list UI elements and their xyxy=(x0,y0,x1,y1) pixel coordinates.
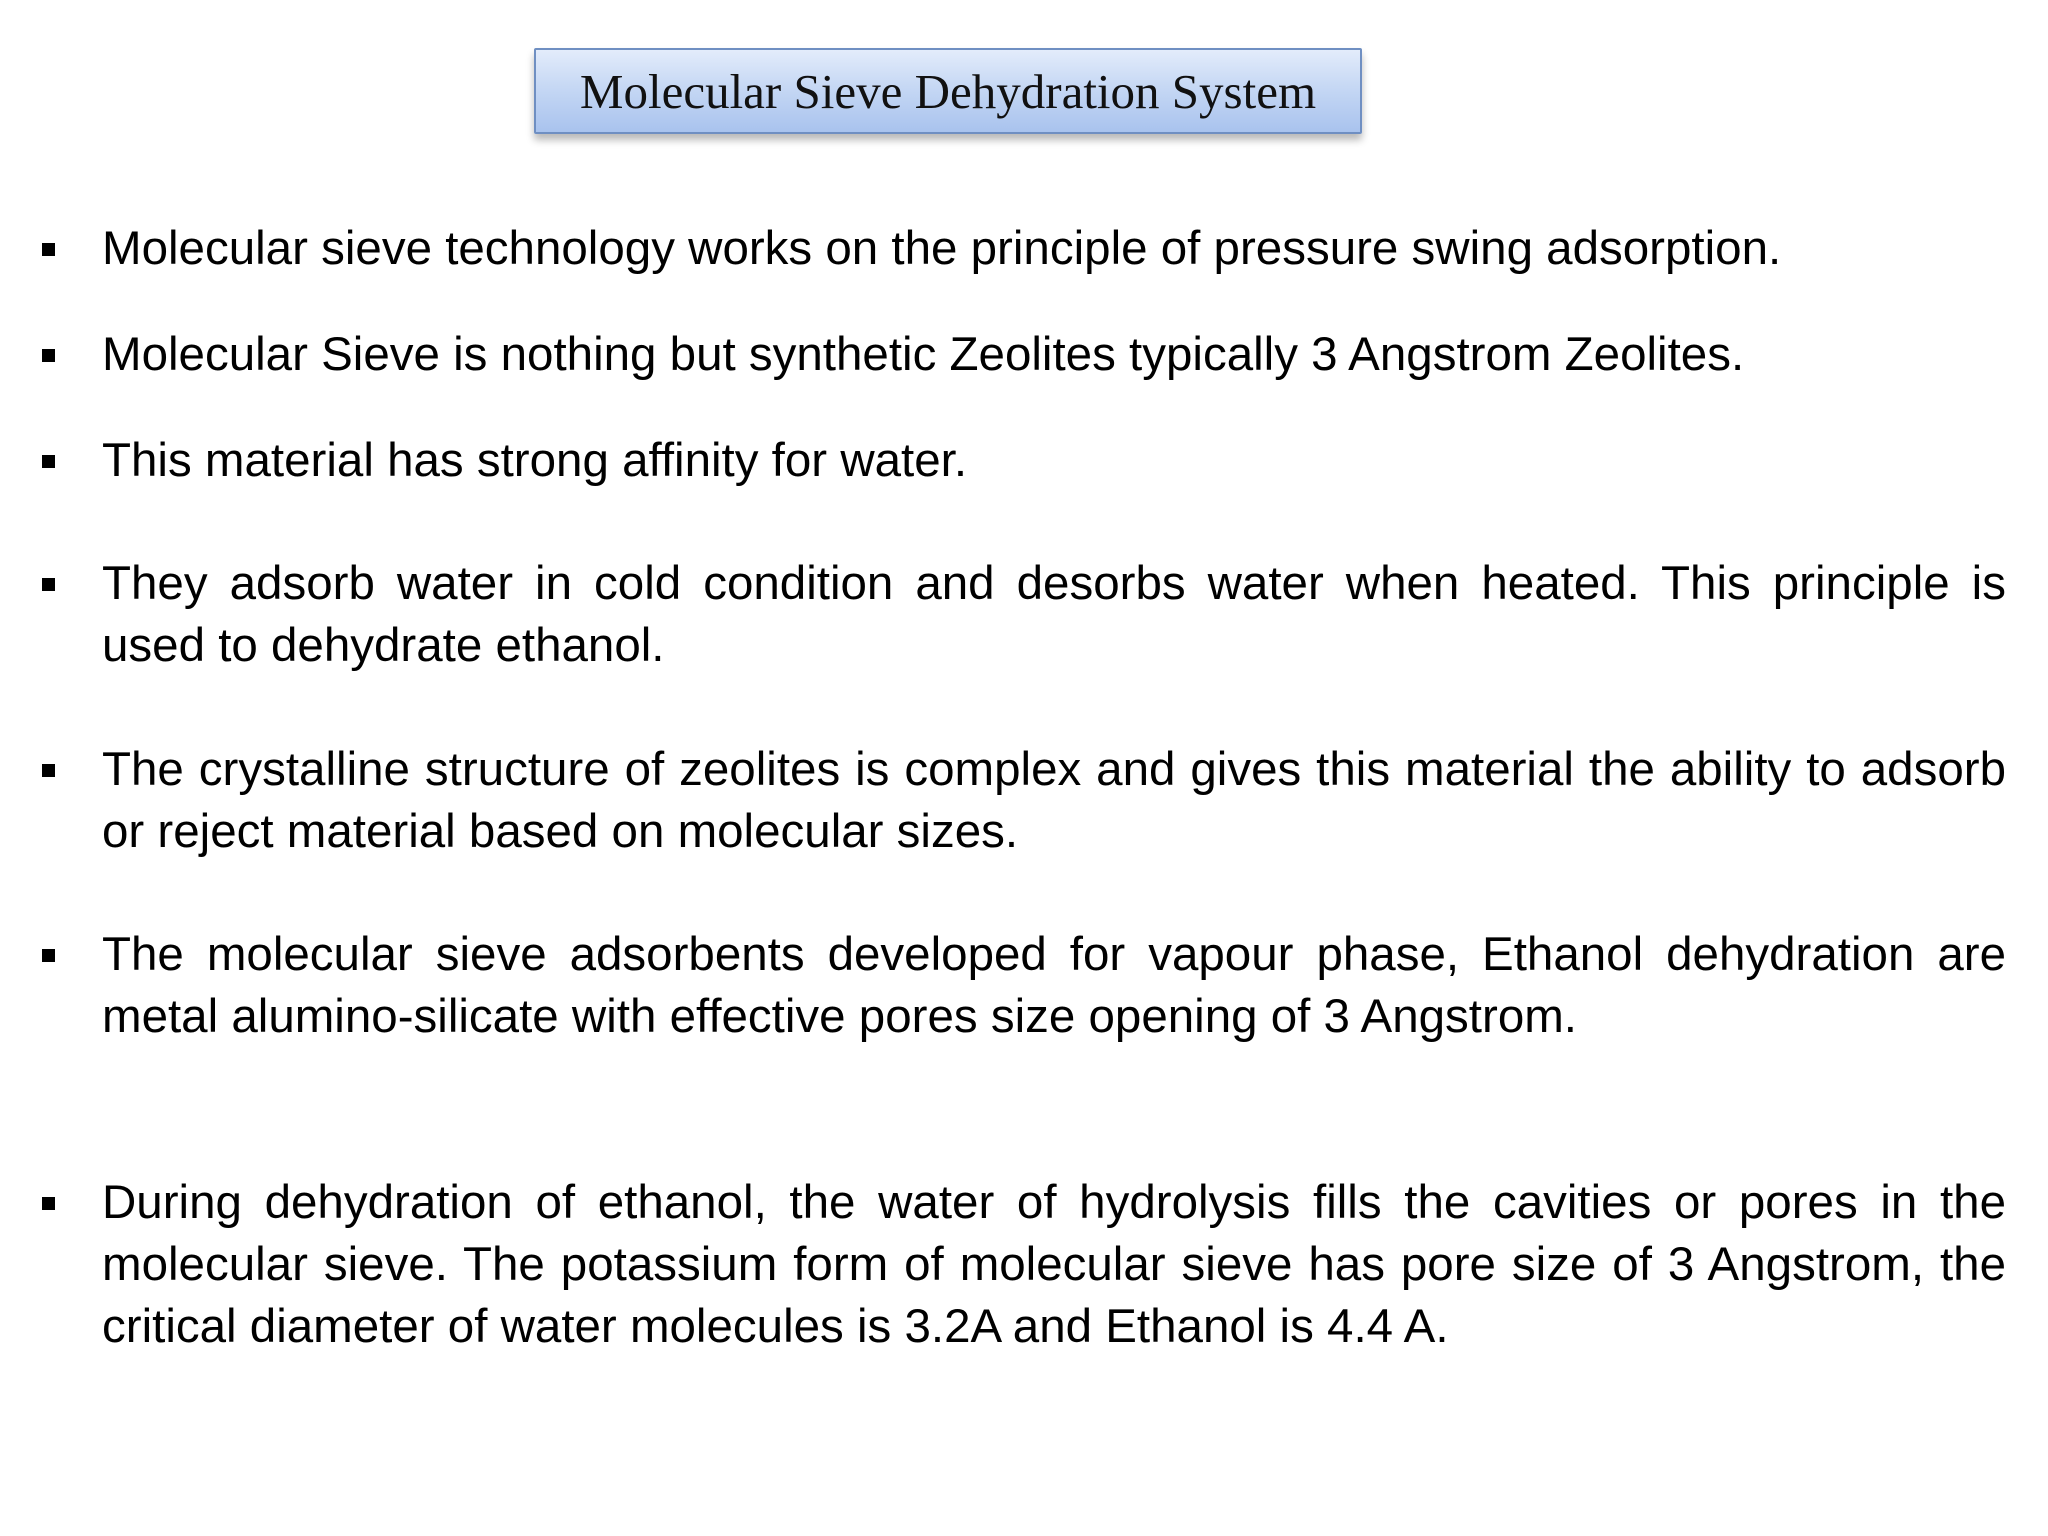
bullet-text: Molecular Sieve is nothing but synthetic Zeolites typically 3 Angstrom Zeolites. xyxy=(102,328,1745,381)
bullet-item xyxy=(40,924,2006,1048)
bullet-text: Molecular sieve technology works on the principle of pressure swing adsorption. xyxy=(102,222,1782,275)
square-bullet-icon xyxy=(40,430,102,492)
bullet-item xyxy=(40,553,2006,677)
bullet-item xyxy=(40,739,2006,863)
bullet-text: During dehydration of ethanol, the water of hydrolysis fills the cavities or pores in the molecular sieve. The potassium form of molecular sieve has pore size of 3 Angstrom, the critical diameter of water molecules is 3.2A and Ethanol is 4.4 A. xyxy=(102,1176,2006,1353)
bullet-item xyxy=(40,324,2006,386)
slide-title: Molecular Sieve Dehydration System xyxy=(579,63,1317,119)
bullet-text: They adsorb water in cold condition and desorbs water when heated. This principle is used to dehydrate ethanol. xyxy=(102,557,2006,672)
bullet-text: This material has strong affinity for water. xyxy=(102,434,968,487)
bullet-item xyxy=(40,430,2006,492)
bullet-text: The crystalline structure of zeolites is complex and gives this material the ability to adsorb or reject material based on molecular sizes. xyxy=(102,743,2006,858)
bullet-item xyxy=(40,1172,2006,1358)
bullet-text: The molecular sieve adsorbents developed for vapour phase, Ethanol dehydration are metal alumino-silicate with effective pores size opening of 3 Angstrom. xyxy=(102,928,2006,1043)
square-bullet-icon xyxy=(40,218,102,280)
square-bullet-icon xyxy=(40,924,102,986)
square-bullet-icon xyxy=(40,324,102,386)
square-bullet-icon xyxy=(40,553,102,615)
square-bullet-icon xyxy=(40,1172,102,1234)
title-box xyxy=(534,48,1362,134)
square-bullet-icon xyxy=(40,739,102,801)
bullet-item xyxy=(40,218,2006,280)
